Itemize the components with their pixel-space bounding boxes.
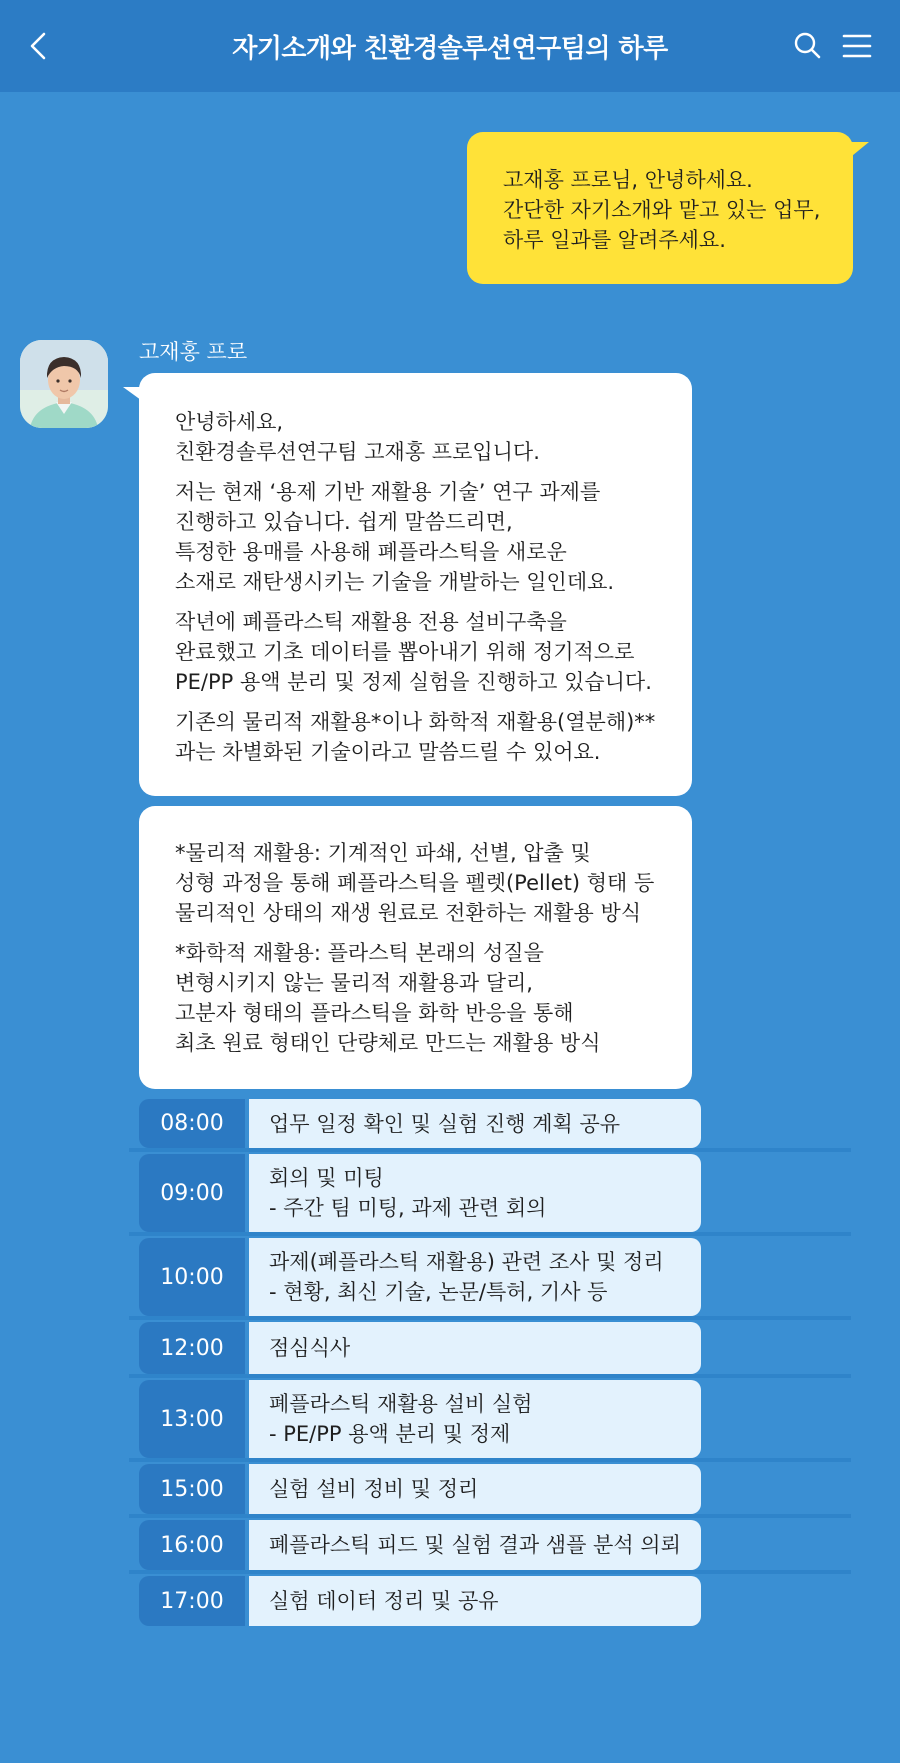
reply-paragraph: [175, 407, 656, 467]
page-title: 자기소개와 친환경솔루션연구팀의 하루: [232, 33, 668, 64]
schedule-task-line: 점심식사: [269, 1336, 351, 1360]
person-avatar-icon: [20, 340, 108, 428]
schedule-task-line: 실험 설비 정비 및 정리: [269, 1477, 479, 1501]
schedule-row: [139, 1380, 851, 1458]
reply-line: 과는 차별화된 기술이라고 말씀드릴 수 있어요.: [175, 740, 601, 764]
reply-line: 완료했고 기초 데이터를 뽑아내기 위해 정기적으로: [175, 640, 635, 664]
search-icon: [788, 26, 828, 66]
schedule-task: [249, 1238, 701, 1316]
reply-line: 친환경솔루션연구팀 고재홍 프로입니다.: [175, 440, 540, 464]
schedule-divider: [129, 1316, 851, 1320]
schedule-time: 10:00: [139, 1238, 245, 1316]
reply-line: 진행하고 있습니다. 쉽게 말씀드리면,: [175, 510, 513, 534]
schedule-time: 09:00: [139, 1154, 245, 1232]
question-line: 간단한 자기소개와 맡고 있는 업무,: [503, 198, 821, 222]
sender-name: 고재홍 프로: [139, 340, 248, 364]
avatar[interactable]: [20, 340, 108, 428]
schedule-task-line: 실험 데이터 정리 및 공유: [269, 1589, 499, 1613]
footnote-bubble: [139, 806, 692, 1089]
reply-paragraph: [175, 707, 656, 767]
footnote-line: *화학적 재활용: 플라스틱 본래의 성질을: [175, 941, 544, 965]
schedule-time: 15:00: [139, 1464, 245, 1514]
schedule-time: 13:00: [139, 1380, 245, 1458]
schedule-task-line: - 주간 팀 미팅, 과제 관련 회의: [269, 1196, 547, 1220]
schedule-row: [139, 1238, 851, 1316]
schedule-task: [249, 1322, 701, 1374]
question-line: 고재홍 프로님, 안녕하세요.: [503, 168, 753, 192]
schedule-divider: [129, 1374, 851, 1378]
schedule-row: [139, 1322, 851, 1374]
back-button[interactable]: [20, 26, 60, 66]
schedule-task-line: 폐플라스틱 피드 및 실험 결과 샘플 분석 의뢰: [269, 1533, 681, 1557]
footnote-line: 고분자 형태의 플라스틱을 화학 반응을 통해: [175, 1001, 574, 1025]
schedule-task: [249, 1099, 701, 1148]
question-bubble: [467, 132, 853, 284]
hamburger-menu-icon: [836, 26, 876, 66]
schedule-row: [139, 1520, 851, 1570]
footnote-paragraph: [175, 938, 656, 1058]
reply-line: 작년에 폐플라스틱 재활용 전용 설비구축을: [175, 610, 567, 634]
reply-paragraph: [175, 607, 656, 697]
footnote-line: 변형시키지 않는 물리적 재활용과 달리,: [175, 971, 533, 995]
footnote-line: 물리적인 상태의 재생 원료로 전환하는 재활용 방식: [175, 901, 642, 925]
reply-bubble: [139, 373, 692, 796]
reply-line: 안녕하세요,: [175, 410, 284, 434]
schedule-task-line: 폐플라스틱 재활용 설비 실험: [269, 1392, 533, 1416]
schedule-task-line: - PE/PP 용액 분리 및 정제: [269, 1422, 511, 1446]
schedule-task: [249, 1380, 701, 1458]
reply-line: PE/PP 용액 분리 및 정제 실험을 진행하고 있습니다.: [175, 670, 652, 694]
schedule-time: 12:00: [139, 1322, 245, 1374]
schedule-row: [139, 1154, 851, 1232]
search-button[interactable]: [788, 26, 828, 66]
daily-schedule: [139, 1099, 851, 1632]
reply-paragraph: [175, 477, 656, 597]
schedule-task: [249, 1520, 701, 1570]
footnote-paragraph: [175, 838, 656, 928]
schedule-row: [139, 1099, 851, 1148]
schedule-time: 16:00: [139, 1520, 245, 1570]
schedule-task-line: 회의 및 미팅: [269, 1166, 384, 1190]
footnote-line: 최초 원료 형태인 단량체로 만드는 재활용 방식: [175, 1031, 601, 1055]
reply-line: 기존의 물리적 재활용*이나 화학적 재활용(열분해)**: [175, 710, 656, 734]
footnote-line: 성형 과정을 통해 폐플라스틱을 펠렛(Pellet) 형태 등: [175, 871, 655, 895]
schedule-divider: [129, 1458, 851, 1462]
schedule-time: 08:00: [139, 1099, 245, 1148]
reply-line: 소재로 재탄생시키는 기술을 개발하는 일인데요.: [175, 570, 615, 594]
schedule-row: [139, 1464, 851, 1514]
reply-line: 저는 현재 ‘용제 기반 재활용 기술’ 연구 과제를: [175, 480, 601, 504]
question-line: 하루 일과를 알려주세요.: [503, 228, 726, 252]
footnote-line: *물리적 재활용: 기계적인 파쇄, 선별, 압출 및: [175, 841, 591, 865]
schedule-divider: [129, 1148, 851, 1152]
schedule-task: [249, 1154, 701, 1232]
schedule-task-line: - 현황, 최신 기술, 논문/특허, 기사 등: [269, 1280, 608, 1304]
app-header: [0, 0, 900, 92]
schedule-divider: [129, 1570, 851, 1574]
schedule-task-line: 업무 일정 확인 및 실험 진행 계획 공유: [269, 1111, 621, 1136]
schedule-row: [139, 1576, 851, 1626]
schedule-task: [249, 1576, 701, 1626]
schedule-task: [249, 1464, 701, 1514]
schedule-task-line: 과제(폐플라스틱 재활용) 관련 조사 및 정리: [269, 1250, 664, 1274]
reply-line: 특정한 용매를 사용해 폐플라스틱을 새로운: [175, 540, 567, 564]
schedule-divider: [129, 1232, 851, 1236]
schedule-divider: [129, 1514, 851, 1518]
schedule-time: 17:00: [139, 1576, 245, 1626]
menu-button[interactable]: [836, 26, 876, 66]
chevron-left-icon: [20, 26, 60, 66]
